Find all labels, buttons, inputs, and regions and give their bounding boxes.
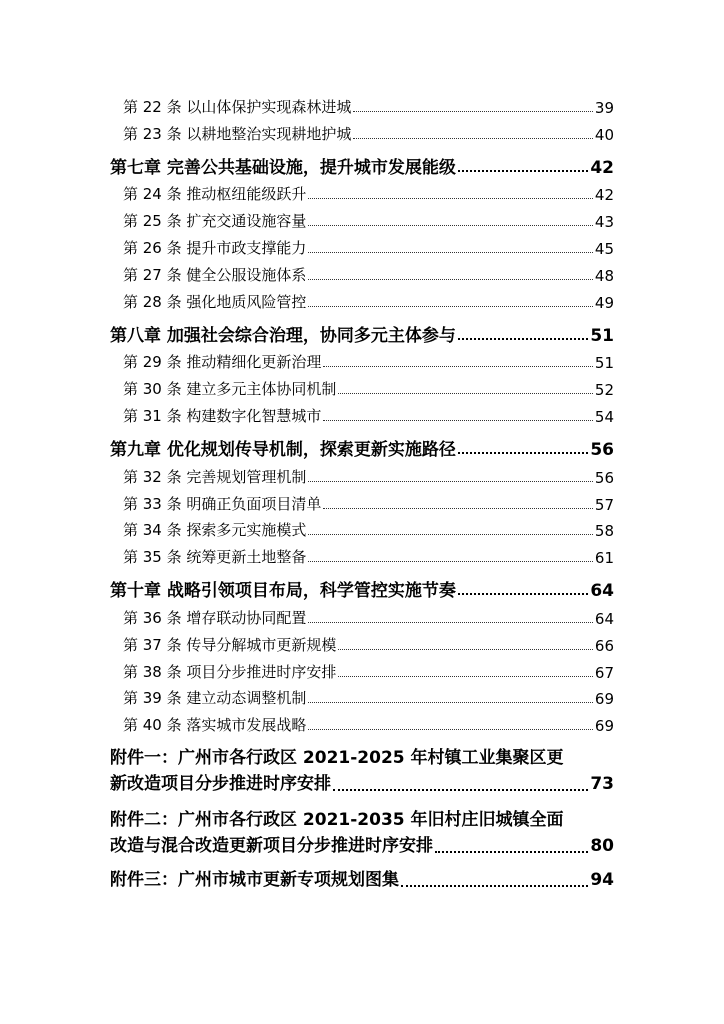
appendix-1-title-line1: 附件一：广州市各行政区 2021-2025 年村镇工业集聚区更: [110, 748, 564, 769]
appendix-2-title-line2: 改造与混合改造更新项目分步推进时序安排: [110, 836, 433, 857]
toc-article-entry[interactable]: [110, 514, 614, 541]
entry-page-number: 56: [594, 468, 614, 487]
entry-page-number: 52: [594, 381, 614, 400]
entry-page-number: 49: [594, 293, 614, 312]
leader-dots: [338, 392, 593, 394]
table-of-contents: [110, 90, 614, 893]
toc-article-entry[interactable]: [110, 372, 614, 399]
toc-appendix-2[interactable]: [110, 807, 614, 859]
leader-dots: [308, 480, 593, 482]
toc-article-entry[interactable]: [110, 285, 614, 312]
entry-page-number: 58: [594, 522, 614, 541]
entry-title: 第七章 完善公共基础设施，提升城市发展能级: [110, 157, 456, 178]
toc-article-entry[interactable]: [110, 231, 614, 258]
entry-page-number: 54: [594, 407, 614, 426]
entry-page-number: 40: [594, 125, 614, 144]
leader-dots: [308, 197, 593, 199]
appendix-2-page: 80: [590, 836, 614, 857]
entry-title: 第 33 条 明确正负面项目清单: [123, 494, 322, 513]
leader-dots: [308, 560, 593, 562]
leader-dots: [435, 850, 588, 853]
leader-dots: [333, 788, 588, 791]
toc-article-entry[interactable]: [110, 628, 614, 655]
entry-page-number: 64: [590, 581, 614, 602]
entry-title: 第 34 条 探索多元实施模式: [123, 521, 307, 540]
toc-entries: [110, 90, 614, 735]
leader-dots: [458, 337, 588, 340]
toc-article-entry[interactable]: [110, 204, 614, 231]
entry-page-number: 56: [590, 439, 614, 460]
entry-title: 第九章 优化规划传导机制，探索更新实施路径: [110, 439, 456, 460]
toc-article-entry[interactable]: [110, 601, 614, 628]
leader-dots: [308, 621, 593, 623]
appendix-1-page: 73: [590, 774, 614, 795]
leader-dots: [308, 728, 593, 730]
leader-dots: [353, 110, 593, 112]
leader-dots: [308, 305, 593, 307]
toc-chapter-entry[interactable]: [110, 567, 614, 601]
entry-title: 第 38 条 项目分步推进时序安排: [123, 662, 337, 681]
entry-title: 第 25 条 扩充交通设施容量: [123, 212, 307, 231]
toc-article-entry[interactable]: [110, 682, 614, 709]
leader-dots: [308, 701, 593, 703]
entry-page-number: 43: [594, 213, 614, 232]
entry-page-number: 48: [594, 266, 614, 285]
leader-dots: [323, 365, 593, 367]
leader-dots: [308, 251, 593, 253]
entry-title: 第十章 战略引领项目布局，科学管控实施节奏: [110, 581, 456, 602]
entry-title: 第 22 条 以山体保护实现森林进城: [123, 97, 352, 116]
entry-page-number: 42: [590, 157, 614, 178]
entry-page-number: 67: [594, 663, 614, 682]
leader-dots: [308, 533, 593, 535]
toc-article-entry[interactable]: [110, 460, 614, 487]
leader-dots: [308, 278, 593, 280]
entry-title: 第 26 条 提升市政支撑能力: [123, 238, 307, 257]
leader-dots: [353, 137, 593, 139]
leader-dots: [338, 675, 593, 677]
toc-article-entry[interactable]: [110, 178, 614, 205]
entry-page-number: 61: [594, 549, 614, 568]
toc-chapter-entry[interactable]: [110, 426, 614, 460]
appendix-1-title-line2: 新改造项目分步推进时序安排: [110, 774, 331, 795]
entry-page-number: 39: [594, 98, 614, 117]
entry-page-number: 66: [594, 636, 614, 655]
toc-article-entry[interactable]: [110, 708, 614, 735]
entry-title: 第 29 条 推动精细化更新治理: [123, 353, 322, 372]
leader-dots: [458, 451, 588, 454]
entry-title: 第 27 条 健全公服设施体系: [123, 265, 307, 284]
entry-title: 第 32 条 完善规划管理机制: [123, 467, 307, 486]
toc-article-entry[interactable]: [110, 399, 614, 426]
entry-title: 第 36 条 增存联动协同配置: [123, 608, 307, 627]
entry-title: 第 28 条 强化地质风险管控: [123, 292, 307, 311]
leader-dots: [338, 648, 593, 650]
appendix-3-page: 94: [590, 870, 614, 891]
entry-title: 第 39 条 建立动态调整机制: [123, 689, 307, 708]
entry-page-number: 51: [590, 325, 614, 346]
entry-title: 第八章 加强社会综合治理，协同多元主体参与: [110, 325, 456, 346]
leader-dots: [308, 224, 593, 226]
toc-article-entry[interactable]: [110, 346, 614, 373]
entry-title: 第 37 条 传导分解城市更新规模: [123, 635, 337, 654]
entry-page-number: 51: [594, 354, 614, 373]
toc-article-entry[interactable]: [110, 117, 614, 144]
toc-article-entry[interactable]: [110, 540, 614, 567]
leader-dots: [458, 592, 588, 595]
entry-page-number: 42: [594, 186, 614, 205]
leader-dots: [323, 507, 593, 509]
entry-title: 第 30 条 建立多元主体协同机制: [123, 380, 337, 399]
toc-chapter-entry[interactable]: [110, 144, 614, 178]
entry-title: 第 24 条 推动枢纽能级跃升: [123, 185, 307, 204]
leader-dots: [458, 169, 588, 172]
leader-dots: [401, 884, 588, 887]
entry-page-number: 57: [594, 495, 614, 514]
toc-article-entry[interactable]: [110, 487, 614, 514]
toc-article-entry[interactable]: [110, 258, 614, 285]
leader-dots: [323, 419, 593, 421]
toc-appendix-1[interactable]: [110, 745, 614, 797]
appendix-3-title: 附件三：广州市城市更新专项规划图集: [110, 870, 399, 891]
entry-page-number: 69: [594, 717, 614, 736]
appendix-2-title-line1: 附件二：广州市各行政区 2021-2035 年旧村庄旧城镇全面: [110, 810, 564, 831]
entry-page-number: 69: [594, 690, 614, 709]
entry-title: 第 35 条 统筹更新土地整备: [123, 548, 307, 567]
toc-appendix-3[interactable]: [110, 867, 614, 893]
entry-title: 第 40 条 落实城市发展战略: [123, 716, 307, 735]
toc-article-entry[interactable]: [110, 655, 614, 682]
entry-page-number: 45: [594, 239, 614, 258]
toc-chapter-entry[interactable]: [110, 312, 614, 346]
entry-title: 第 23 条 以耕地整治实现耕地护城: [123, 124, 352, 143]
entry-page-number: 64: [594, 609, 614, 628]
toc-article-entry[interactable]: [110, 90, 614, 117]
entry-title: 第 31 条 构建数字化智慧城市: [123, 406, 322, 425]
